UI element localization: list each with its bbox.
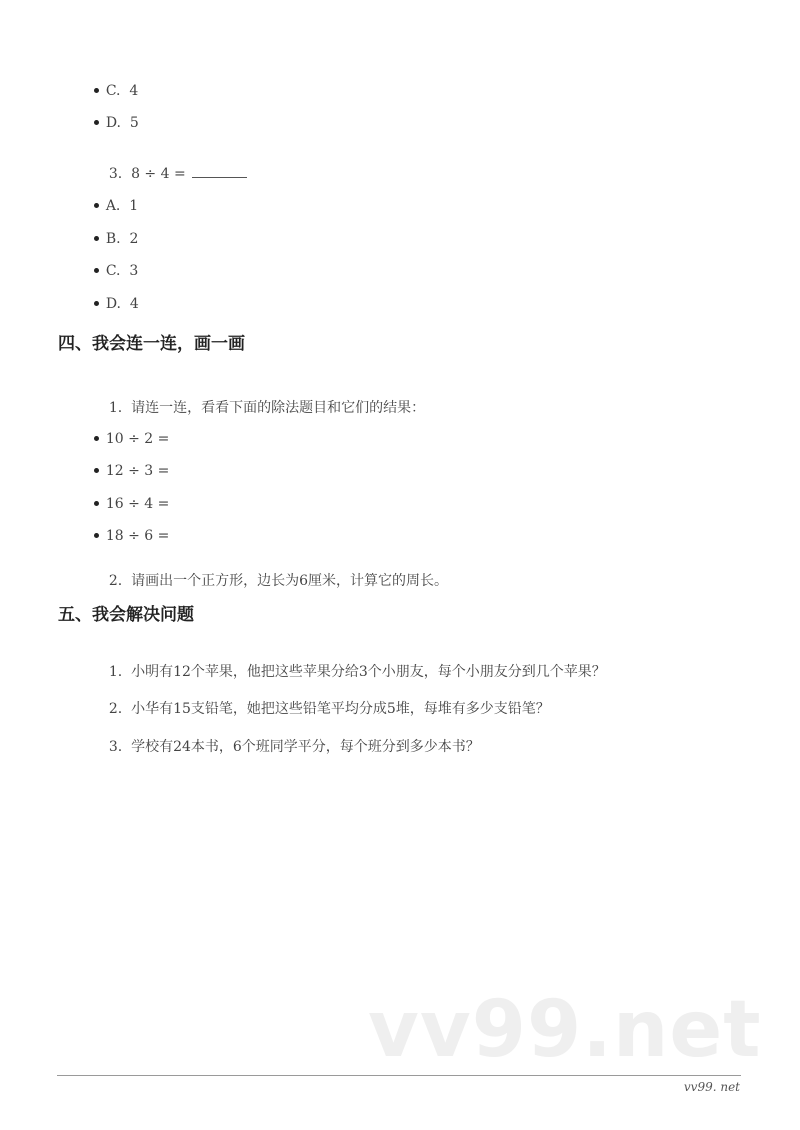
option-label: D. [105,115,121,131]
option-label: B. [105,231,121,247]
equation-text: 18 ÷ 6 = [105,528,170,544]
bullet-icon [94,268,99,273]
question-number: 2. [108,701,123,717]
option-value: 4 [129,296,139,312]
bullet-icon [94,120,99,125]
option-value: 1 [129,198,139,214]
equation-text: 10 ÷ 2 = [105,431,170,447]
option-label: D. [105,296,121,312]
option-value: 2 [129,231,139,247]
question-text: 学校有24本书，6个班同学平分，每个班分到多少本书？ [131,739,480,755]
equation-text: 12 ÷ 3 = [105,463,170,479]
bullet-icon [94,468,99,473]
bullet-icon [94,203,99,208]
option-item [76,277,139,331]
bullet-icon [94,436,99,441]
option-label: C. [105,263,121,279]
question-text: 请画出一个正方形，边长为6厘米，计算它的周长。 [131,573,448,589]
question-number: 1. [108,400,123,416]
question-text: 小明有12个苹果，他把这些苹果分给3个小朋友，每个小朋友分到几个苹果？ [131,664,606,680]
section-5-question-3 [91,720,480,774]
bullet-icon [94,501,99,506]
question-number: 1. [108,664,123,680]
bullet-icon [94,533,99,538]
option-item [76,96,139,150]
option-value: 4 [129,83,139,99]
option-label: A. [105,198,121,214]
footer-site-label: vv99. net [683,1080,740,1094]
option-value: 5 [129,115,139,131]
question-number: 3. [108,166,123,182]
footer-divider [57,1075,741,1076]
question-text: 8 ÷ 4 = [131,166,186,182]
bullet-icon [94,236,99,241]
question-text: 请连一连，看看下面的除法题目和它们的结果： [131,400,426,416]
section-5-heading: 五、我会解决问题 [58,605,194,625]
equation-text: 16 ÷ 4 = [105,496,170,512]
watermark: vv99.net [368,985,762,1075]
answer-blank[interactable] [192,163,247,178]
bullet-icon [94,88,99,93]
option-value: 3 [129,263,139,279]
option-label: C. [105,83,121,99]
question-number: 3. [108,739,123,755]
section-4-heading: 四、我会连一连，画一画 [58,334,245,354]
bullet-icon [94,301,99,306]
question-number: 2. [108,573,123,589]
section-4-question-2 [91,554,448,608]
question-text: 小华有15支铅笔，她把这些铅笔平均分成5堆，每堆有多少支铅笔？ [131,701,550,717]
